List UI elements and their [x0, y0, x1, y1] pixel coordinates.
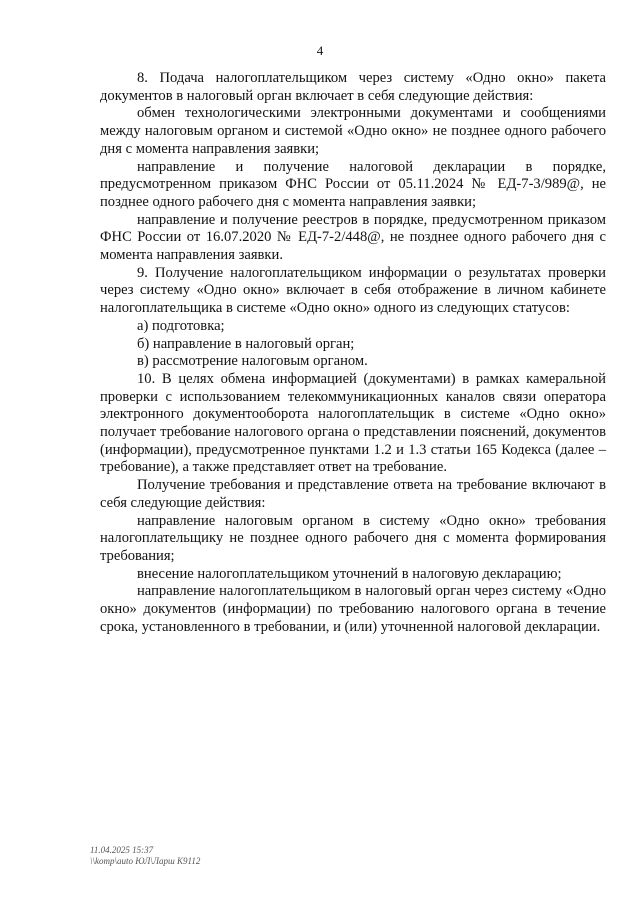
- print-footer: [90, 845, 200, 867]
- paragraph-8-item-1: обмен технологическими электронными документами и сообщениями между налоговым органом и системой «Одно окно» не позднее одного рабочего дня с момента направления заявки;: [100, 105, 606, 157]
- paragraph-10: 10. В целях обмена информацией (документами) в рамках камеральной проверки с использованием телекоммуникационных каналов связи оператора электронного документооборота налогоплательщик в системе «Одно окно» получает требование налогового органа о представлении пояснений, документов (информации), предусмотренное пунктами 1.2 и 1.3 статьи 165 Кодекса (далее – требование), а также представляет ответ на требование.: [100, 370, 606, 476]
- paragraph-9: 9. Получение налогоплательщиком информации о результатах проверки через систему «Одно окно» включает в себя отображение в личном кабинете налогоплательщика в системе «Одно окно» одного из следующих статусов:: [100, 264, 606, 317]
- paragraph-8-item-3: направление и получение реестров в порядке, предусмотренном приказом ФНС России от 16.07.2020 № ЕД-7-2/448@, не позднее одного рабочего дня с момента направления заявки.: [100, 211, 606, 264]
- footer-user: \\komp\auto ЮЛ\Ларш К9112: [90, 856, 201, 866]
- paragraph-9-status-c: в) рассмотрение налоговым органом.: [137, 353, 368, 370]
- paragraph-9-status-a: а) подготовка;: [137, 317, 225, 334]
- paragraph-8: 8. Подача налогоплательщиком через систему «Одно окно» пакета документов в налоговый орган включает в себя следующие действия:: [100, 70, 606, 104]
- page-number: 4: [316, 43, 324, 58]
- paragraph-10-item-1: направление налоговым органом в систему «Одно окно» требования налогоплательщику не позднее одного рабочего дня с момента формирования требования;: [100, 512, 606, 564]
- paragraph-10-item-2: внесение налогоплательщиком уточнений в налоговую декларацию;: [137, 565, 562, 582]
- paragraph-9-status-b: б) направление в налоговый орган;: [137, 335, 355, 352]
- paragraph-8-item-2: направление и получение налоговой декларации в порядке, предусмотренном приказом ФНС России от 05.11.2024 № ЕД-7-3/989@, не позднее одного рабочего дня с момента направления заявки;: [100, 158, 606, 210]
- paragraph-10-intro: Получение требования и представление ответа на требование включают в себя следующие действия:: [100, 477, 606, 511]
- document-body: [100, 70, 606, 637]
- footer-timestamp: 11.04.2025 15:37: [90, 845, 154, 855]
- paragraph-10-item-3: направление налогоплательщиком в налоговый орган через систему «Одно окно» документов (информации) по требованию налогового органа в течение срока, установленного в требовании, и (или) уточненной налоговой декларации.: [100, 583, 606, 635]
